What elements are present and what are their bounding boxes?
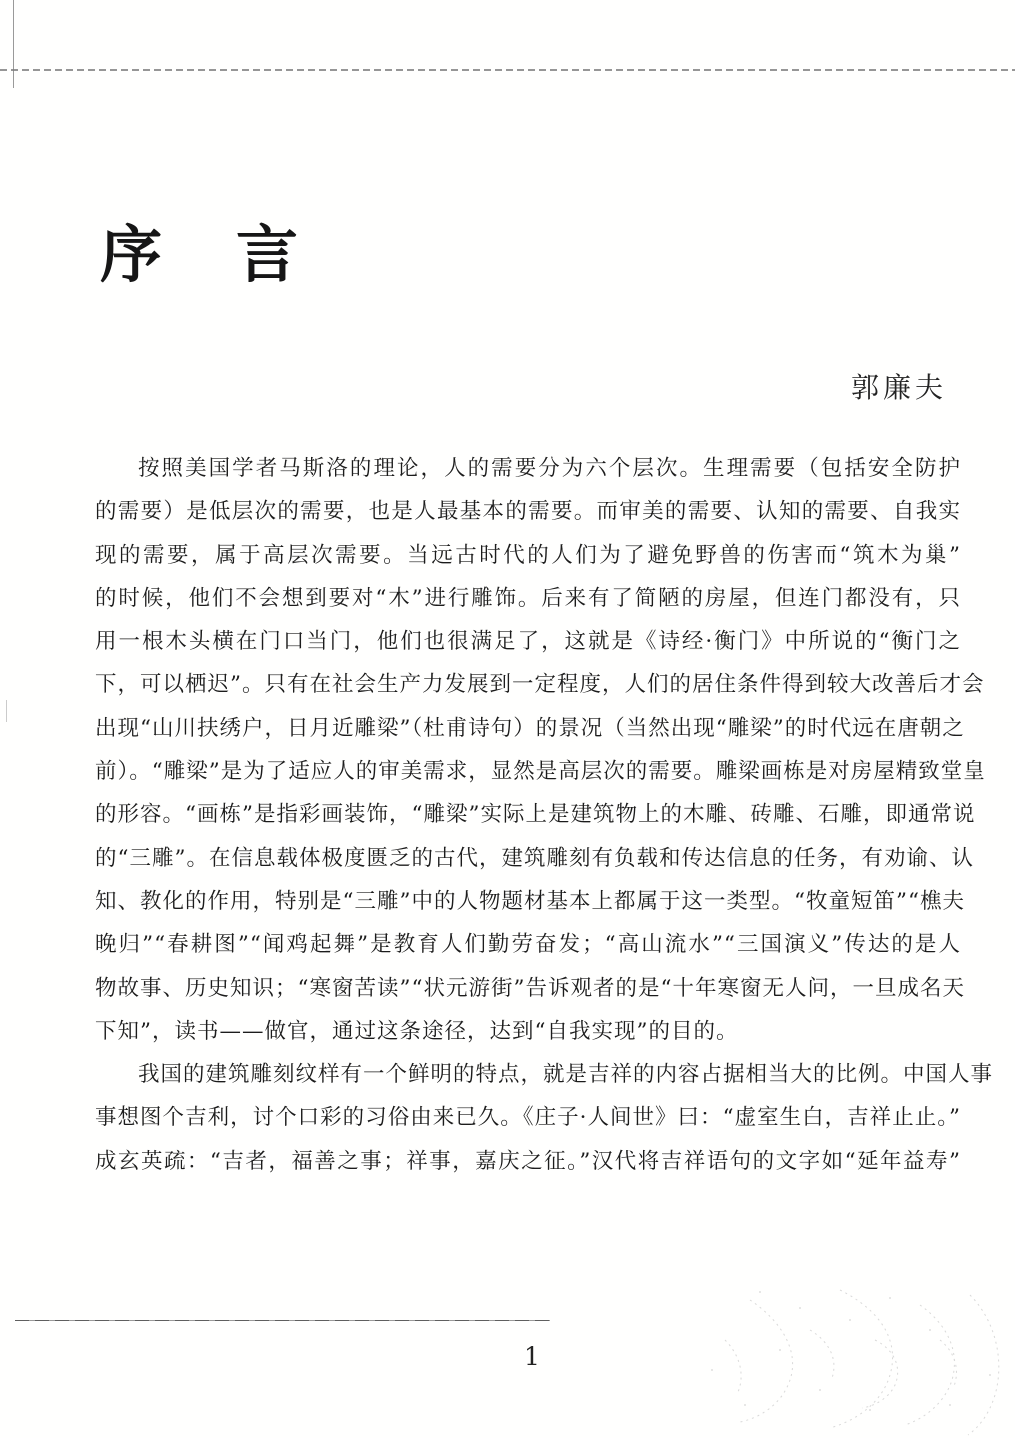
text-line: 知、教化的作用，特别是“三雕”中的人物题材基本上都属于这一类型。“牧童短笛”“樵夫: [95, 888, 965, 914]
text-line: 的“三雕”。在信息载体极度匮乏的古代，建筑雕刻有负载和传达信息的任务，有劝谕、认: [95, 845, 974, 871]
text-line: 成玄英疏：“吉者，福善之事；祥事，嘉庆之征。”汉代将吉祥语句的文字如“延年益寿”: [95, 1148, 961, 1174]
body-text: [95, 447, 994, 1183]
text-line: 用一根木头横在门口当门，他们也很满足了，这就是《诗经·衡门》中所说的“衡门之: [95, 629, 961, 655]
text-line: 的需要）是低层次的需要，也是人最基本的需要。而审美的需要、认知的需要、自我实: [95, 499, 961, 525]
text-line: 的形容。“画栋”是指彩画装饰，“雕梁”实际上是建筑物上的木雕、砖雕、石雕，即通常说: [95, 802, 976, 828]
text-line: 下，可以栖迟”。只有在社会生产力发展到一定程度，人们的居住条件得到较大改善后才会: [95, 672, 985, 698]
text-line: 前）。“雕梁”是为了适应人的审美需求，显然是高层次的需要。雕梁画栋是对房屋精致堂皇: [95, 759, 986, 785]
page-title: 序 言: [100, 218, 305, 291]
scan-edge-line: [13, 0, 14, 88]
text-line: 的时候，他们不会想到要对“木”进行雕饰。后来有了简陋的房屋，但连门都没有，只: [95, 585, 961, 611]
text-line: 晚归”“春耕图”“闻鸡起舞”是教育人们勤劳奋发；“高山流水”“三国演义”传达的是人: [95, 932, 961, 958]
top-divider-line: [0, 69, 1015, 71]
text-line: 物故事、历史知识；“寒窗苦读”“状元游街”告诉观者的是“十年寒窗无人问，一旦成名天: [95, 975, 965, 1001]
footer-divider-line: [15, 1320, 550, 1321]
text-line: 现的需要，属于高层次需要。当远古时代的人们为了避免野兽的伤害而“筑木为巢”: [95, 542, 961, 568]
author-name: 郭廉夫: [850, 371, 947, 404]
text-line: 出现“山川扶绣户，日月近雕梁”（杜甫诗句）的景况（当然出现“雕梁”的时代远在唐朝之: [95, 715, 965, 741]
text-line: 我国的建筑雕刻纹样有一个鲜明的特点，就是吉祥的内容占据相当大的比例。中国人事: [138, 1062, 994, 1088]
text-line: 按照美国学者马斯洛的理论，人的需要分为六个层次。生理需要（包括安全防护: [138, 456, 961, 481]
page-number: 1: [524, 1342, 540, 1371]
text-line: 下知”，读书——做官，通过这条途径，达到“自我实现”的目的。: [95, 1018, 739, 1044]
scan-mark-left: [0, 700, 7, 722]
text-line: 事想图个吉利，讨个口彩的习俗由来已久。《庄子·人间世》曰：“虚室生白，吉祥止止。”: [95, 1105, 961, 1131]
scan-smudge: [690, 1280, 1015, 1438]
